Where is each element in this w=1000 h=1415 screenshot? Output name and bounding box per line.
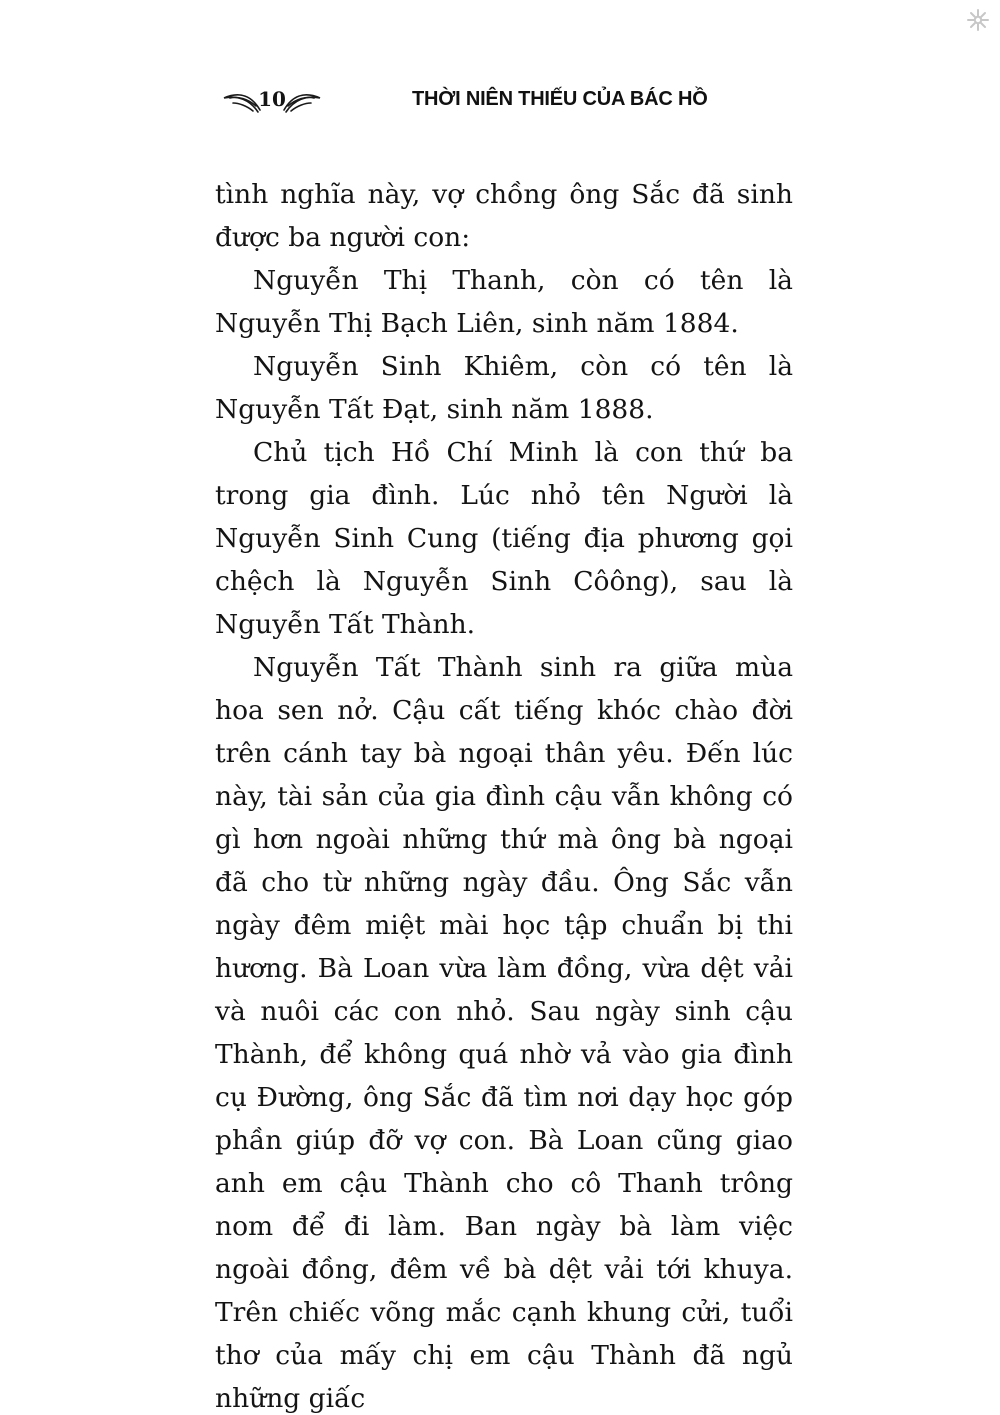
- page-header: [0, 82, 1000, 124]
- paragraph: Chủ tịch Hồ Chí Minh là con thứ ba trong gia đình. Lúc nhỏ tên Người là Nguyễn Sinh Cung (tiếng địa phương gọi chệch là Nguyễn Sinh Côông), sau là Nguyễn Tất Thành.: [215, 437, 793, 640]
- page-number: 10: [258, 86, 286, 111]
- running-head-title: THỜI NIÊN THIẾU CỦA BÁC HỒ: [412, 88, 708, 110]
- paragraph: Nguyễn Thị Thanh, còn có tên là Nguyễn Thị Bạch Liên, sinh năm 1884.: [215, 265, 793, 339]
- page-number-ornament: [222, 82, 322, 118]
- asterisk-watermark-icon: [966, 8, 990, 32]
- paragraph: tình nghĩa này, vợ chồng ông Sắc đã sinh được ba người con:: [215, 179, 793, 253]
- body-text: [215, 173, 793, 1415]
- paragraph: Nguyễn Sinh Khiêm, còn có tên là Nguyễn Tất Đạt, sinh năm 1888.: [215, 351, 793, 425]
- paragraph: Nguyễn Tất Thành sinh ra giữa mùa hoa sen nở. Cậu cất tiếng khóc chào đời trên cánh tay bà ngoại thân yêu. Đến lúc này, tài sản của gia đình cậu vẫn không có gì hơn ngoài những thứ mà ông bà ngoại đã cho từ những ngày đầu. Ông Sắc vẫn ngày đêm miệt mài học tập chuẩn bị thi hương. Bà Loan vừa làm đồng, vừa dệt vải và nuôi các con nhỏ. Sau ngày sinh cậu Thành, để không quá nhờ vả vào gia đình cụ Đường, ông Sắc đã tìm nơi dạy học góp phần giúp đỡ vợ con. Bà Loan cũng giao anh em cậu Thành cho cô Thanh trông nom để đi làm. Ban ngày bà làm việc ngoài đồng, đêm về bà dệt vải tới khuya. Trên chiếc võng mắc cạnh khung cửi, tuổi thơ của mấy chị em cậu Thành đã ngủ những giấc: [215, 652, 793, 1414]
